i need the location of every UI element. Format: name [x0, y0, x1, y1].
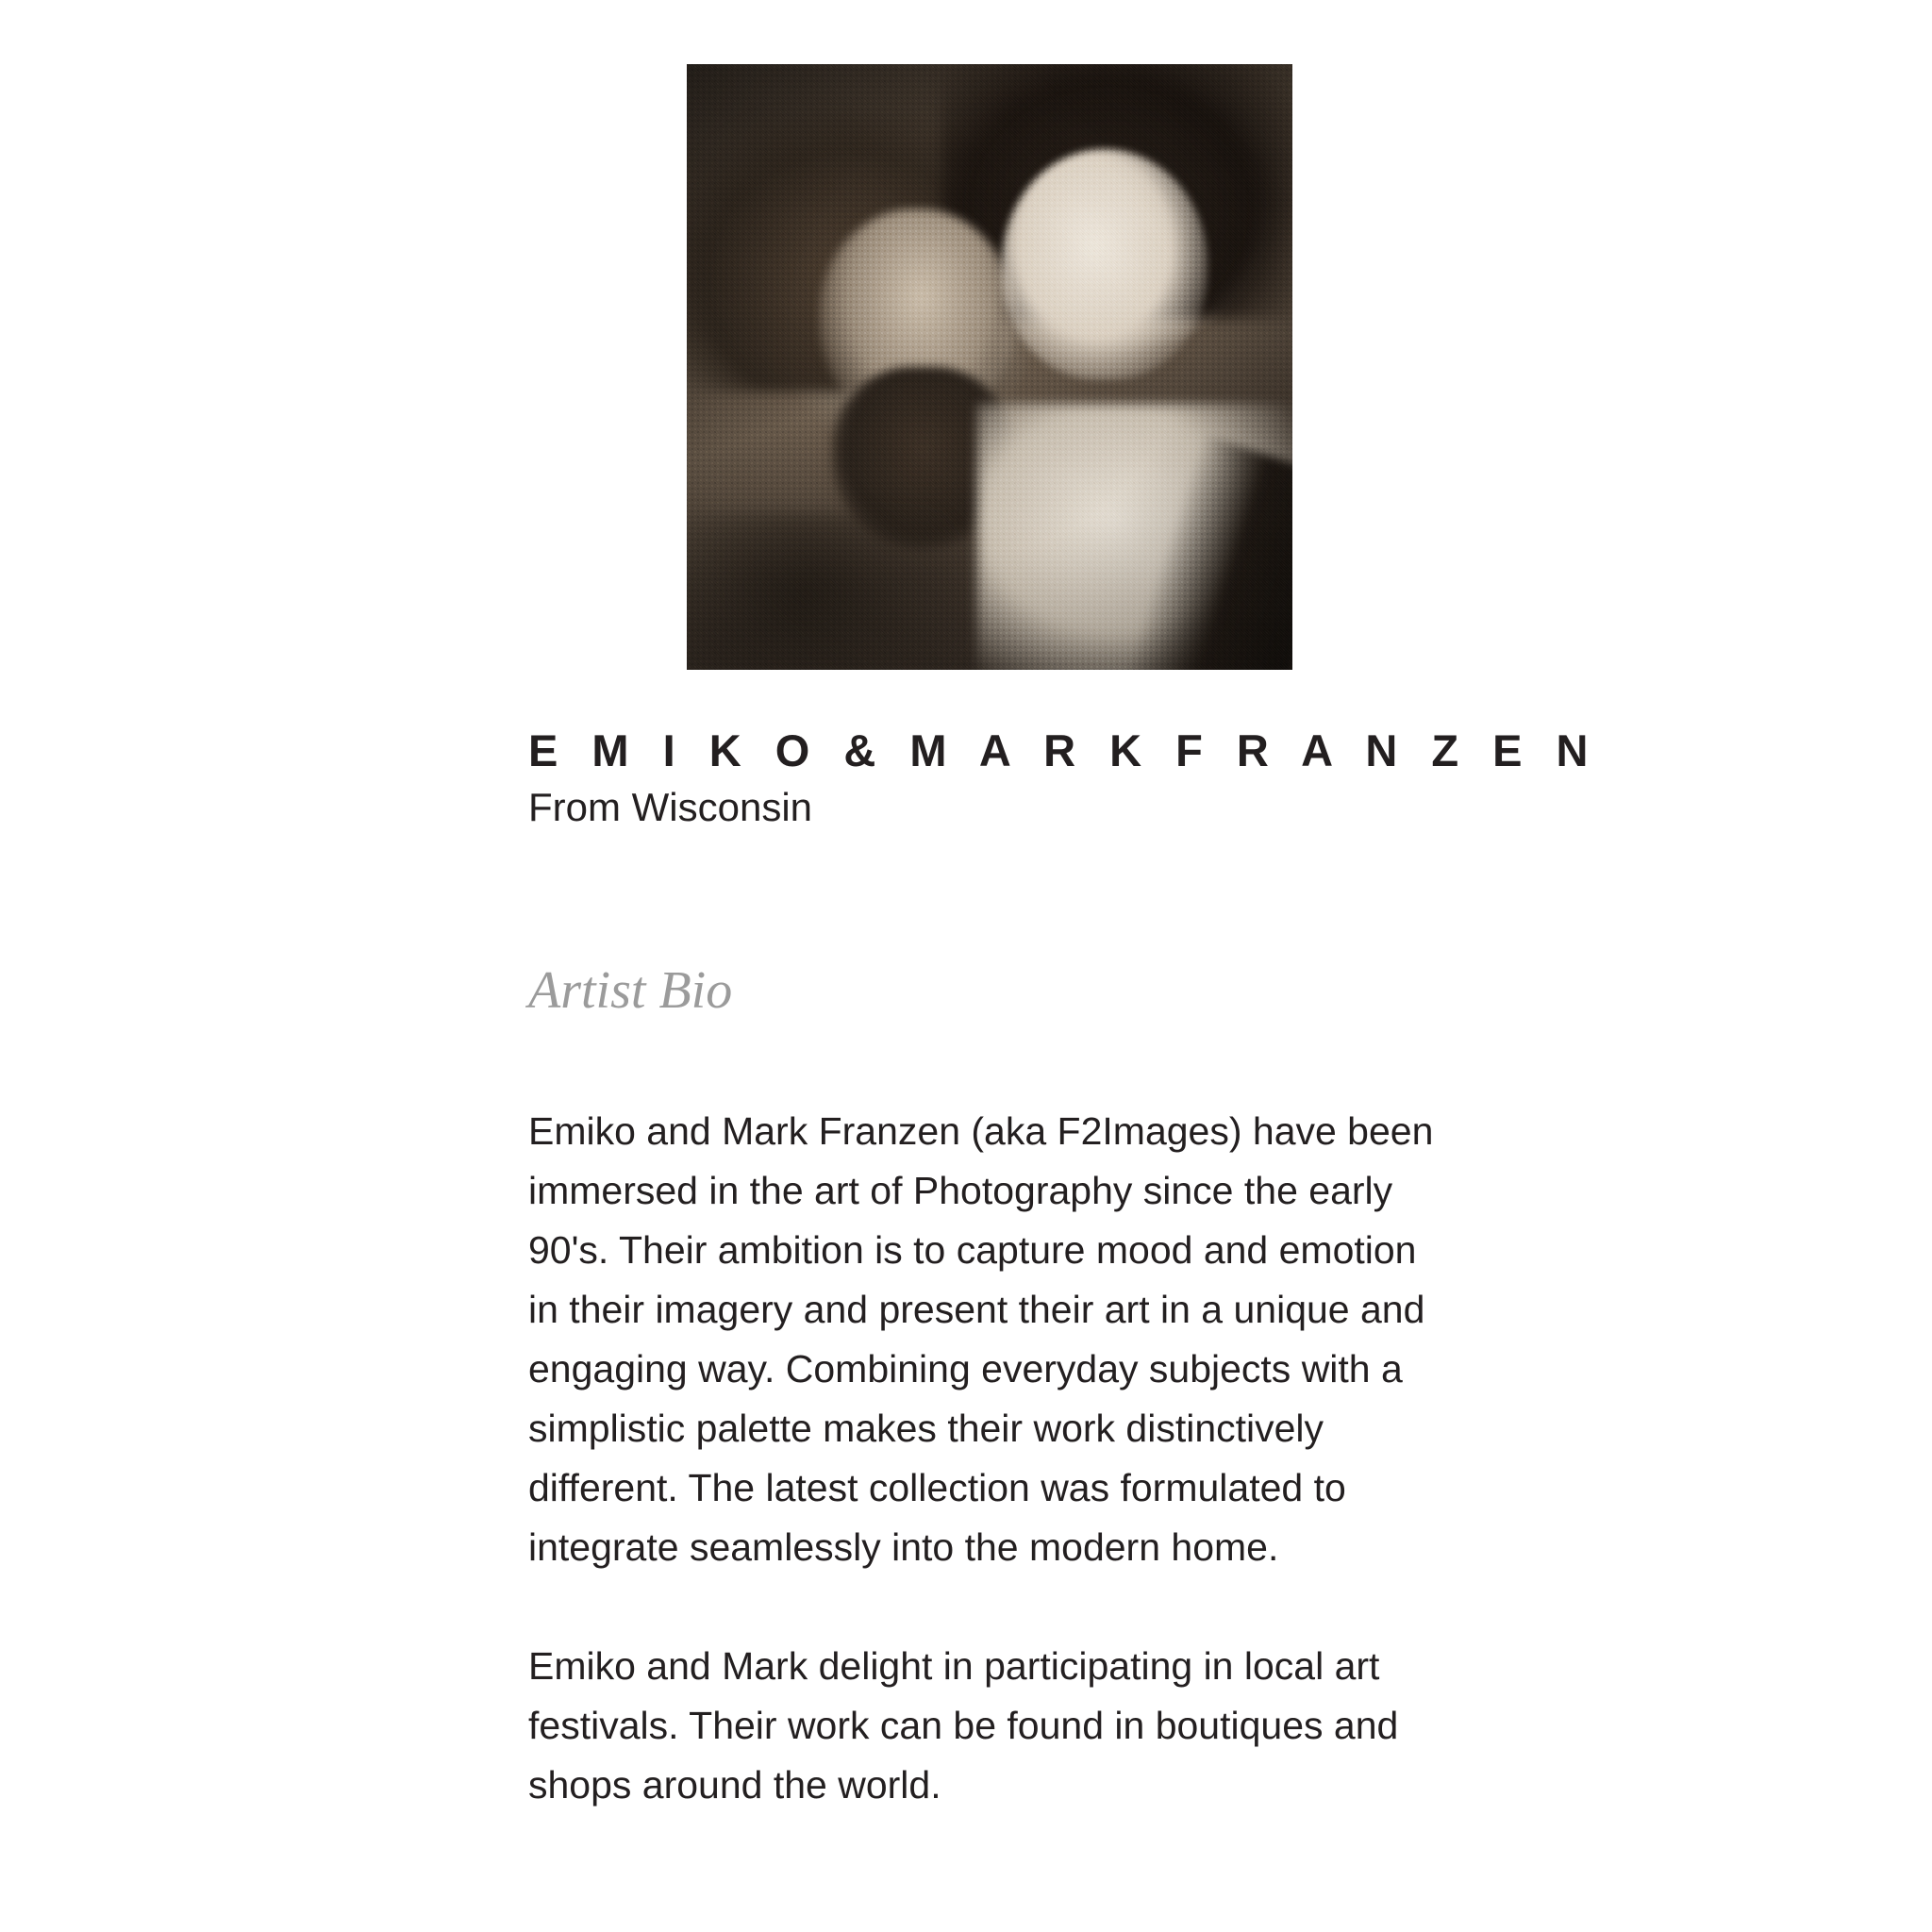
portrait-image: [687, 64, 1292, 670]
artist-name: E M I K O & M A R K F R A N Z E N: [528, 725, 1599, 775]
artist-info: [528, 725, 1599, 1815]
bio-paragraph-1: Emiko and Mark Franzen (aka F2Images) have been immersed in the art of Photography since the early 90's. Their ambition is to capture mood and emotion in their imagery and present their art in a unique and engaging way. Combining everyday subjects with a simplistic palette makes their work distinctively different. The latest collection was formulated to integrate seamlessly into the modern home.: [528, 1108, 1434, 1569]
artist-bio-text: [528, 1102, 1434, 1815]
bio-paragraph-2: Emiko and Mark delight in participating in local art festivals. Their work can be found in boutiques and shops around the world.: [528, 1643, 1399, 1807]
artist-origin: From Wisconsin: [528, 784, 813, 829]
photo-vignette: [687, 64, 1292, 670]
artist-portrait: [687, 64, 1292, 670]
section-heading-artist-bio: Artist Bio: [528, 960, 733, 1020]
